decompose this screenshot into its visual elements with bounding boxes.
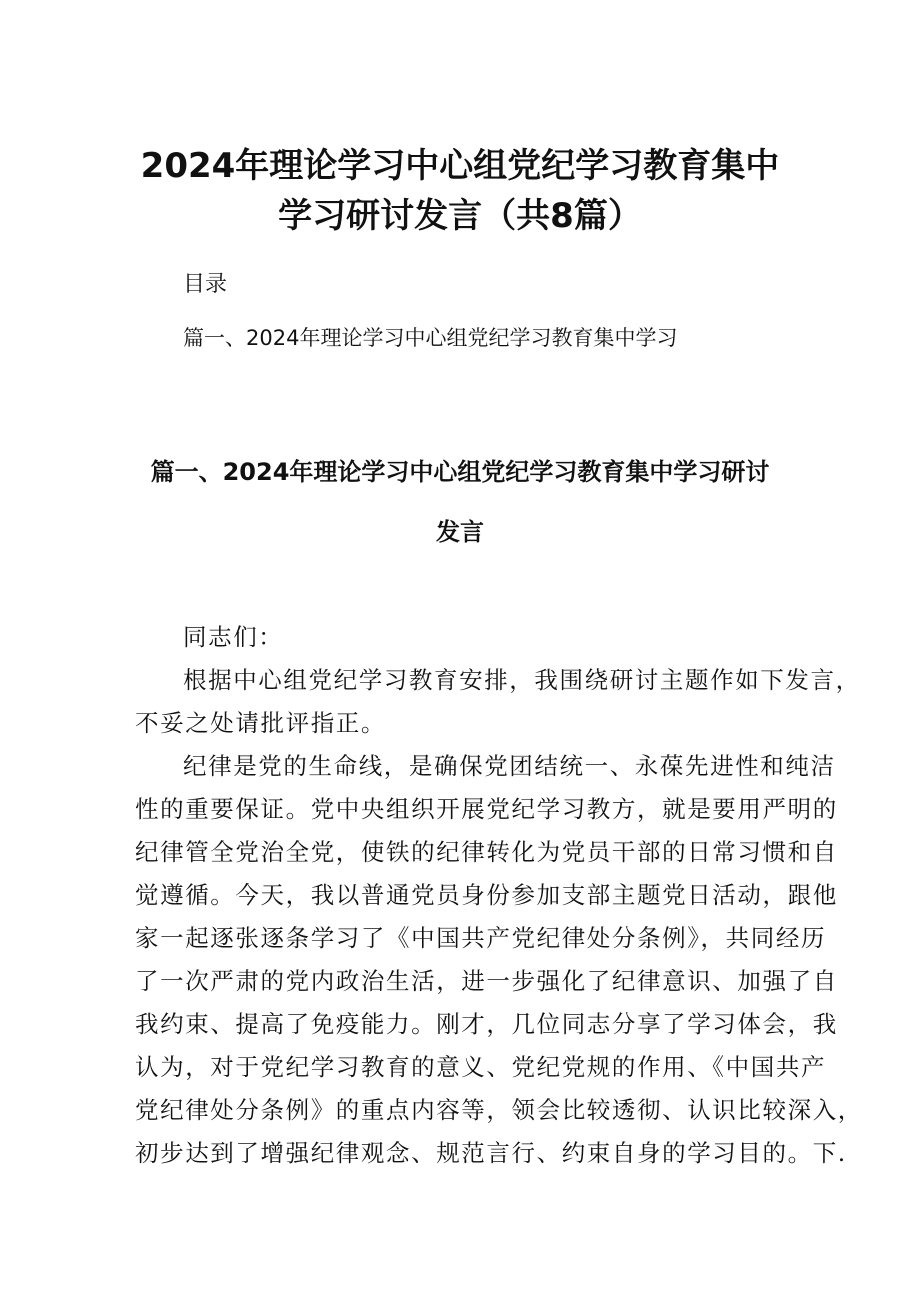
section-heading-line-2: 发言 xyxy=(436,518,484,546)
body-line: 初步达到了增强纪律观念、规范言行、约束自身的学习目的。下. xyxy=(135,1139,847,1167)
salutation: 同志们： xyxy=(183,623,284,651)
body-line: 我约束、提高了免疫能力。刚才，几位同志分享了学习体会，我 xyxy=(135,1010,838,1038)
body-line: 性的重要保证。党中央组织开展党纪学习教方，就是要用严明的 xyxy=(135,795,838,823)
section-heading-line-1: 篇一、2024年理论学习中心组党纪学习教育集中学习研讨 xyxy=(150,458,770,486)
document-title-line-1: 2024年理论学习中心组党纪学习教育集中 xyxy=(140,146,780,186)
toc-label: 目录 xyxy=(183,272,228,297)
body-line: 纪律是党的生命线，是确保党团结统一、永葆先进性和纯洁 xyxy=(183,752,836,780)
body-line: 纪律管全党治全党，使铁的纪律转化为党员干部的日常习惯和自 xyxy=(135,838,838,866)
document-title-line-2: 学习研讨发言（共8篇） xyxy=(278,196,642,236)
body-line: 觉遵循。今天，我以普通党员身份参加支部主题党日活动，跟他 xyxy=(135,881,838,909)
body-line: 家一起逐张逐条学习了《中国共产党纪律处分条例》，共同经历 xyxy=(135,924,827,952)
body-line: 根据中心组党纪学习教育安排，我围绕研讨主题作如下发言， xyxy=(183,666,861,694)
body-line: 党纪律处分条例》的重点内容等，领会比较透彻、认识比较深入， xyxy=(135,1096,863,1124)
body-line: 了一次严肃的党内政治生活，进一步强化了纪律意识、加强了自 xyxy=(135,967,838,995)
toc-item-1[interactable]: 篇一、2024年理论学习中心组党纪学习教育集中学习 xyxy=(183,326,678,350)
body-line: 认为，对于党纪学习教育的意义、党纪党规的作用、《中国共产 xyxy=(135,1053,827,1081)
body-line: 不妥之处请批评指正。 xyxy=(135,709,386,737)
